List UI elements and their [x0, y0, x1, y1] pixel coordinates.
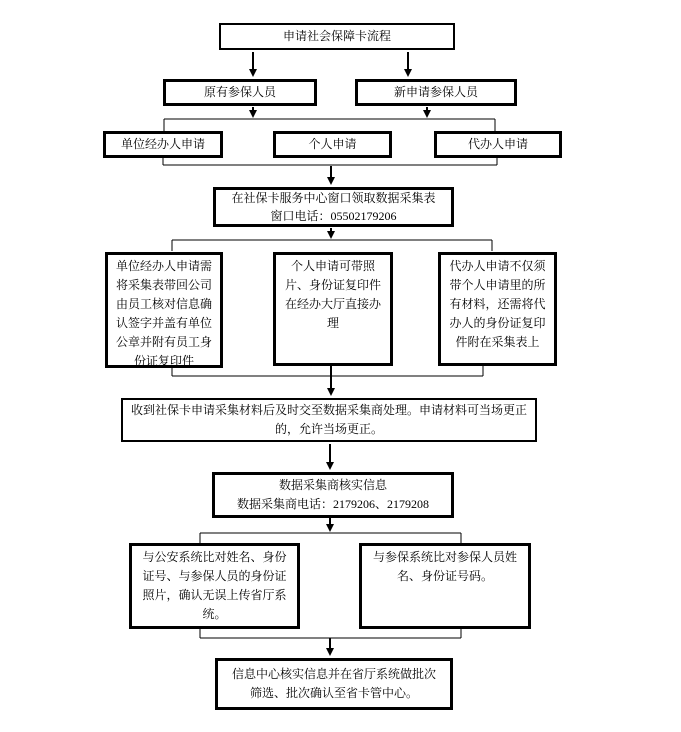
arrow-head	[327, 177, 335, 185]
node-line2	[270, 207, 396, 225]
flow-node-unit-agent-detail	[105, 252, 223, 368]
node-label: 单位经办人申请	[120, 137, 205, 151]
node-label: 个人申请可带照片、身份证复印件在经办大厅直接办理	[284, 259, 381, 330]
node-label: 与参保系统比对参保人员姓名、身份证号码。	[372, 550, 517, 583]
arrow-head	[326, 462, 334, 470]
node-label: 代办人申请	[467, 137, 528, 151]
phone-label: 窗口电话：	[270, 209, 331, 223]
flow-node-window-pickup	[213, 187, 454, 227]
flow-node-title	[219, 23, 455, 50]
node-label: 与公安系统比对姓名、身份证号、与参保人员的身份证照片，确认无误上传省厅系统。	[142, 550, 287, 621]
node-label: 收到社保卡申请采集材料后及时交至数据采集商处理。申请材料可当场更正的，允许当场更正。	[130, 403, 527, 436]
flow-node-proxy-detail	[438, 252, 557, 366]
node-line1: 在社保卡服务中心窗口领取数据采集表	[231, 191, 436, 205]
arrow-head	[249, 69, 257, 77]
node-label: 信息中心核实信息并在省厅系统做批次筛选、批次确认至省卡管中心。	[231, 667, 436, 700]
flow-node-unit-agent-apply	[103, 131, 223, 158]
node-label: 单位经办人申请需将采集表带回公司由员工核对信息确认签字并盖有单位公章并附有员工身份证复印件	[115, 259, 212, 368]
arrow-head	[326, 648, 334, 656]
arrow-head	[327, 388, 335, 396]
flow-node-collector-verify	[212, 472, 454, 518]
arrow-head	[404, 69, 412, 77]
phone-number: 05502179206	[330, 209, 397, 223]
flow-node-proxy-apply	[434, 131, 562, 158]
flow-node-personal-apply	[273, 131, 392, 158]
arrow-head	[249, 110, 257, 118]
node-label: 申请社会保障卡流程	[282, 29, 391, 43]
flow-node-new-member	[355, 79, 517, 106]
flow-node-insured-check	[359, 543, 531, 629]
arrow-head	[423, 110, 431, 118]
node-line2	[237, 495, 429, 514]
arrow-head	[326, 524, 334, 532]
node-label: 个人申请	[308, 137, 357, 151]
node-line1: 数据采集商核实信息	[278, 478, 387, 492]
flow-node-submit-materials	[121, 398, 537, 442]
flow-node-police-check	[129, 543, 300, 629]
phone-number: 2179206、2179208	[333, 497, 430, 511]
flow-node-info-center	[215, 658, 453, 710]
flow-node-personal-detail	[273, 252, 393, 366]
node-label: 原有参保人员	[203, 85, 276, 99]
arrow-head	[327, 231, 335, 239]
node-label: 新申请参保人员	[393, 85, 478, 99]
phone-label: 数据采集商电话：	[236, 497, 333, 511]
flow-node-existing-member	[163, 79, 317, 106]
node-label: 代办人申请不仅须带个人申请里的所有材料，还需将代办人的身份证复印件附在采集表上	[449, 259, 546, 349]
